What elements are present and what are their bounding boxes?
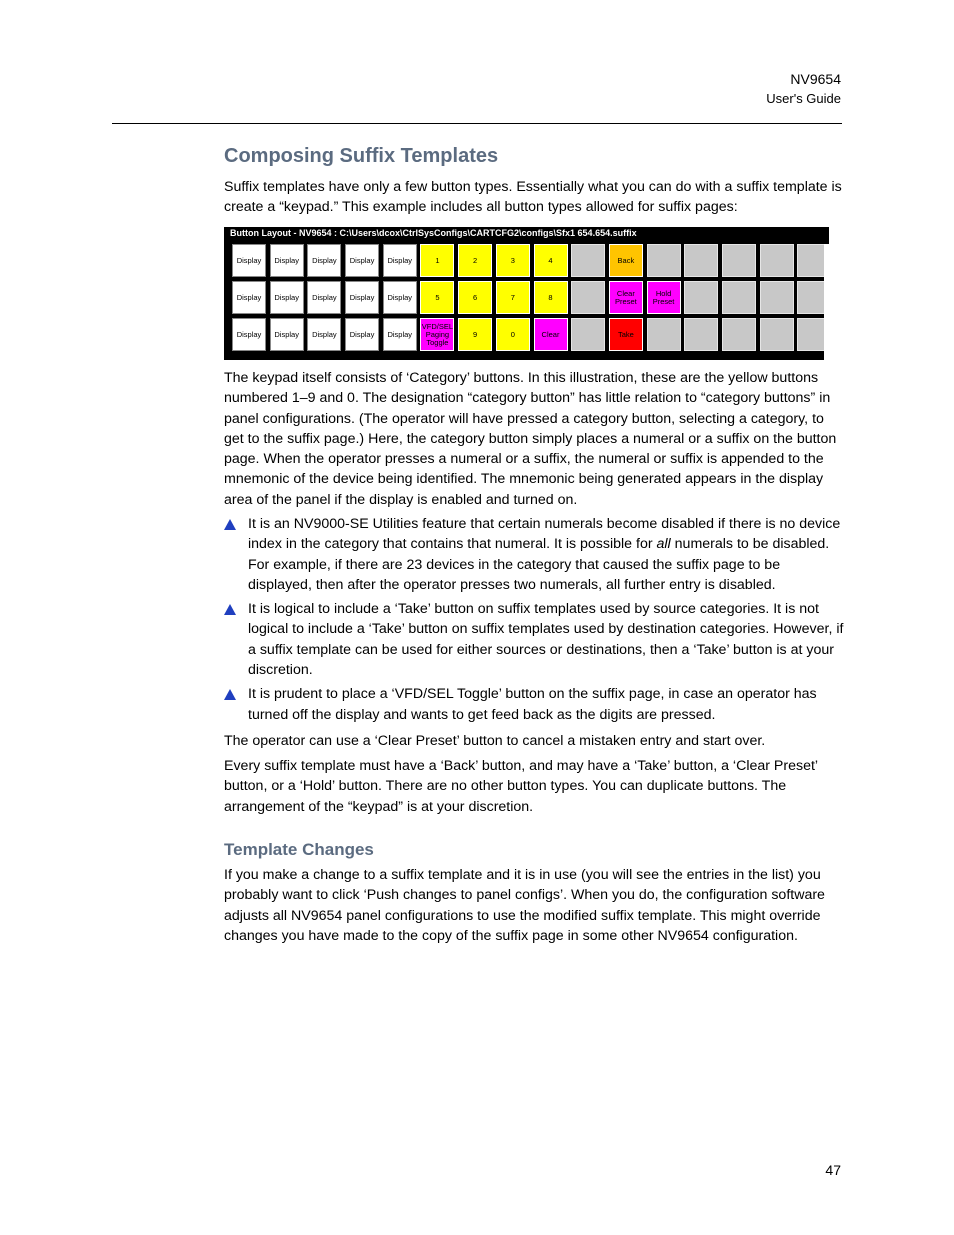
- keypad-button: 3: [496, 244, 530, 277]
- keypad-button: [760, 281, 794, 314]
- bullet-item: [224, 514, 844, 595]
- triangle-bullet-icon: [224, 604, 236, 615]
- keypad-button: Display: [345, 281, 379, 314]
- keypad-button: Display: [232, 281, 266, 314]
- section-title: Composing Suffix Templates: [224, 145, 499, 167]
- keypad-button: Display: [270, 281, 304, 314]
- keypad-button: [722, 318, 756, 351]
- keypad-button: [647, 244, 681, 277]
- keypad-button: [797, 318, 829, 351]
- template-changes-paragraph: If you make a change to a suffix template and it is in use (you will see the entries in the list) you probably want to click ‘Push changes to panel configs’. When you do, the configuration software adjusts all NV9654 panel configurations to use the modified suffix template. This might override changes you have made to the copy of the suffix page in some other NV9654 configuration.: [224, 867, 825, 944]
- keypad-button: [571, 244, 605, 277]
- keypad-button: [684, 318, 718, 351]
- keypad-button: Display: [307, 281, 341, 314]
- bullet-text: It is logical to include a ‘Take’ button on suffix templates used by source categories. It is not logical to include a ‘Take’ button on suffix templates used by destination categories. However, if a suffix template can be used for either sources or destinations, then a ‘Take’ button is at your discretion.: [248, 601, 844, 679]
- intro-paragraph: Suffix templates have only a few button types. Essentially what you can do with a suffix template is create a “keypad.” This example includes all button types allowed for suffix pages:: [224, 179, 842, 216]
- keypad-button: 8: [534, 281, 568, 314]
- page-number: 47: [825, 1162, 841, 1178]
- header-rule: [112, 123, 842, 124]
- clear-preset-paragraph: The operator can use a ‘Clear Preset’ button to cancel a mistaken entry and start over.: [224, 733, 766, 749]
- keypad-button: [684, 244, 718, 277]
- keypad-button: [760, 244, 794, 277]
- button-layout-window-title: Button Layout - NV9654 : C:\Users\dcox\CtrlSysConfigs\CARTCFG2\configs\Sfx1 654.654.suffix: [230, 228, 637, 238]
- bullet-item: [224, 599, 844, 680]
- keypad-button: VFD/SEL Paging Toggle: [420, 318, 454, 351]
- keypad-button: [797, 244, 829, 277]
- keypad-button: [647, 318, 681, 351]
- keypad-button: Display: [307, 244, 341, 277]
- keypad-button: [684, 281, 718, 314]
- keypad-button: Display: [383, 281, 417, 314]
- keypad-button: 2: [458, 244, 492, 277]
- keypad-button: 4: [534, 244, 568, 277]
- header-product: NV9654: [790, 71, 841, 87]
- keypad-button: 9: [458, 318, 492, 351]
- keypad-button: 0: [496, 318, 530, 351]
- keypad-button: Display: [232, 244, 266, 277]
- keypad-button: Display: [270, 244, 304, 277]
- bullet-text: It is an NV9000-SE Utilities feature that certain numerals become disabled if there is no device index in the category that contains that numeral. It is possible for: [248, 516, 841, 553]
- keypad-paragraph: The keypad itself consists of ‘Category’ buttons. In this illustration, these are the yellow buttons numbered 1–9 and 0. The designation “category button” has little relation to “category buttons” in panel configurations. (The operator will have pressed a category button, selecting a category, to get to the suffix page.) Here, the category button simply places a numeral or a suffix on the button page. When the operator presses a numeral or a suffix, the numeral or suffix is appended to the mnemonic of the device being identified. The mnemonic being generated appears in the display area of the panel if the display is enabled and turned on.: [224, 370, 837, 508]
- keypad-button: Display: [345, 244, 379, 277]
- back-button-paragraph: Every suffix template must have a ‘Back’ button, and may have a ‘Take’ button, a ‘Clear Preset’ button, or a ‘Hold’ button. There are no other button types. You can duplicate buttons. The arrangement of the “keypad” is at your discretion.: [224, 758, 818, 815]
- keypad-button: Display: [383, 318, 417, 351]
- triangle-bullet-icon: [224, 689, 236, 700]
- keypad-button: [797, 281, 829, 314]
- keypad-button: [722, 281, 756, 314]
- button-layout-screenshot: [224, 227, 829, 360]
- keypad-button: Display: [345, 318, 379, 351]
- keypad-button: Display: [232, 318, 266, 351]
- keypad-button: [571, 318, 605, 351]
- keypad-button: 5: [420, 281, 454, 314]
- header-guide: User's Guide: [766, 91, 841, 106]
- keypad-button: Display: [307, 318, 341, 351]
- bullet-text: numerals to be disabled. For example, if there are 23 devices in the category that caused the suffix page to be displayed, then after the operator presses two numerals, all further entry is disabled.: [248, 536, 830, 593]
- keypad-button: [760, 318, 794, 351]
- keypad-button: Back: [609, 244, 643, 277]
- bullet-emphasis: all: [656, 536, 671, 553]
- bullet-item: [224, 684, 844, 725]
- keypad-button: Display: [270, 318, 304, 351]
- bullet-list: [224, 514, 844, 729]
- keypad-button: Hold Preset: [647, 281, 681, 314]
- subsection-title: Template Changes: [224, 840, 374, 859]
- keypad-button: Clear Preset: [609, 281, 643, 314]
- keypad-button: Clear: [534, 318, 568, 351]
- keypad-button: 6: [458, 281, 492, 314]
- suffix-keypad: [232, 244, 829, 351]
- keypad-button: [722, 244, 756, 277]
- triangle-bullet-icon: [224, 519, 236, 530]
- keypad-button: [571, 281, 605, 314]
- bullet-text: It is prudent to place a ‘VFD/SEL Toggle’ button on the suffix page, in case an operator has turned off the display and wants to get feed back as the digits are pressed.: [248, 686, 817, 723]
- keypad-button: 7: [496, 281, 530, 314]
- keypad-button: Display: [383, 244, 417, 277]
- keypad-button: Take: [609, 318, 643, 351]
- keypad-button: 1: [420, 244, 454, 277]
